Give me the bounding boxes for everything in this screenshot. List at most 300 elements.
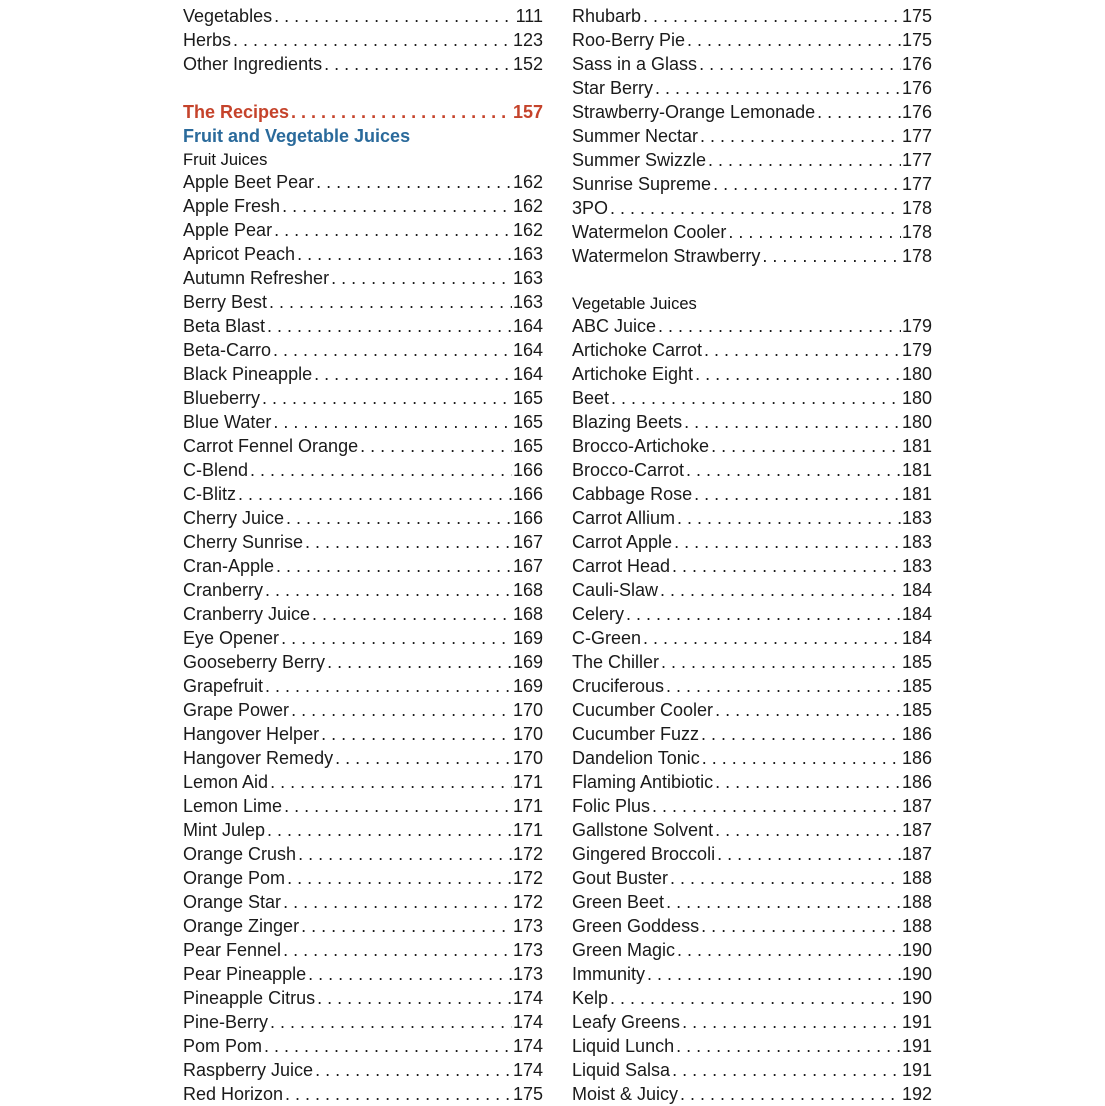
toc-section-the-recipes[interactable] [183,100,543,124]
toc-entry-moist-and-juicy[interactable] [572,1082,932,1106]
entry-title: Cucumber Cooler [572,700,714,720]
page-number: 192 [901,1084,932,1104]
dot-leader [270,770,512,794]
page-number: 170 [512,748,543,768]
dot-leader [658,314,901,338]
toc-entry-vegetables[interactable] [183,4,543,28]
toc-entry-gingered-broccoli[interactable] [572,842,932,866]
entry-title: Beta Blast [183,316,266,336]
toc-entry-pineapple-citrus[interactable] [183,986,543,1010]
toc-entry-lemon-lime[interactable] [183,794,543,818]
dot-leader [670,866,901,890]
toc-entry-gallstone-solvent[interactable] [572,818,932,842]
page-number: 177 [901,126,932,146]
page-number: 176 [901,102,932,122]
page-number: 176 [901,54,932,74]
page-number: 175 [901,6,932,26]
toc-entry-cucumber-cooler[interactable] [572,698,932,722]
entry-title: Pear Fennel [183,940,282,960]
page-number: 111 [515,6,543,26]
toc-entry-orange-crush[interactable] [183,842,543,866]
toc-entry-cherry-juice[interactable] [183,506,543,530]
toc-entry-leafy-greens[interactable] [572,1010,932,1034]
dot-leader [660,578,901,602]
toc-entry-green-magic[interactable] [572,938,932,962]
toc-entry-folic-plus[interactable] [572,794,932,818]
page-number: 180 [901,388,932,408]
dot-leader [269,290,512,314]
toc-entry-cranberry-juice[interactable] [183,602,543,626]
toc-entry-gout-buster[interactable] [572,866,932,890]
toc-entry-apple-pear[interactable] [183,218,543,242]
toc-entry-flaming-antibiotic[interactable] [572,770,932,794]
page-number: 183 [901,556,932,576]
entry-title: Watermelon Cooler [572,222,727,242]
page-number: 162 [512,172,543,192]
toc-entry-black-pineapple[interactable] [183,362,543,386]
entry-title: Cucumber Fuzz [572,724,700,744]
dot-leader [817,100,901,124]
page-number: 174 [512,988,543,1008]
dot-leader [694,482,901,506]
page-number: 152 [512,54,543,74]
page-number: 163 [512,268,543,288]
entry-title: Sass in a Glass [572,54,698,74]
page-number: 184 [901,628,932,648]
page-number: 167 [512,556,543,576]
page-number: 166 [512,508,543,528]
page-number: 174 [512,1036,543,1056]
page-number: 171 [512,820,543,840]
dot-leader [315,1058,512,1082]
toc-entry-beet[interactable] [572,386,932,410]
toc-entry-roo-berry-pie[interactable] [572,28,932,52]
dot-leader [684,410,901,434]
dot-leader [699,52,901,76]
toc-entry-hangover-helper[interactable] [183,722,543,746]
entry-title: The Recipes [183,102,290,122]
page-number: 181 [901,436,932,456]
page-number: 174 [512,1060,543,1080]
page-number: 168 [512,580,543,600]
dot-leader [610,986,901,1010]
dot-leader [672,554,901,578]
dot-leader [286,506,512,530]
toc-entry-artichoke-eight[interactable] [572,362,932,386]
page-number: 174 [512,1012,543,1032]
dot-leader [265,578,512,602]
entry-title: Black Pineapple [183,364,313,384]
dot-leader [715,770,901,794]
entry-title: Mint Julep [183,820,266,840]
toc-entry-brocco-carrot[interactable] [572,458,932,482]
page-number: 183 [901,508,932,528]
dot-leader [270,1010,512,1034]
toc-entry-cranberry[interactable] [183,578,543,602]
entry-title: Beet [572,388,610,408]
page-number: 190 [901,988,932,1008]
dot-leader [717,842,901,866]
dot-leader [661,650,901,674]
page-number: 186 [901,724,932,744]
toc-entry-blazing-beets[interactable] [572,410,932,434]
entry-title: Moist & Juicy [572,1084,679,1104]
dot-leader [626,602,901,626]
entry-title: Folic Plus [572,796,651,816]
entry-title: Liquid Lunch [572,1036,675,1056]
toc-entry-dandelion-tonic[interactable] [572,746,932,770]
toc-entry-orange-star[interactable] [183,890,543,914]
toc-entry-brocco-artichoke[interactable] [572,434,932,458]
toc-entry-mint-julep[interactable] [183,818,543,842]
dot-leader [335,746,512,770]
toc-entry-3po[interactable] [572,196,932,220]
toc-entry-apple-beet-pear[interactable] [183,170,543,194]
toc-entry-lemon-aid[interactable] [183,770,543,794]
toc-entry-sunrise-supreme[interactable] [572,172,932,196]
dot-leader [700,124,901,148]
entry-title: Strawberry-Orange Lemonade [572,102,816,122]
toc-entry-gooseberry-berry[interactable] [183,650,543,674]
page-number: 175 [512,1084,543,1104]
toc-entry-orange-zinger[interactable] [183,914,543,938]
entry-title: Watermelon Strawberry [572,246,761,266]
dot-leader [655,76,901,100]
page-number: 180 [901,412,932,432]
page-number: 176 [901,78,932,98]
dot-leader [704,338,901,362]
page-number: 173 [512,916,543,936]
toc-entry-carrot-head[interactable] [572,554,932,578]
dot-leader [281,626,512,650]
dot-leader [283,890,512,914]
page-number: 165 [512,412,543,432]
entry-title: Immunity [572,964,646,984]
page-number: 173 [512,964,543,984]
toc-entry-green-goddess[interactable] [572,914,932,938]
entry-title: The Chiller [572,652,660,672]
page-number: 187 [901,820,932,840]
entry-title: Blueberry [183,388,261,408]
page-number: 178 [901,222,932,242]
toc-entry-grape-power[interactable] [183,698,543,722]
dot-leader [312,602,512,626]
toc-entry-watermelon-strawberry[interactable] [572,244,932,268]
toc-entry-grapefruit[interactable] [183,674,543,698]
entry-title: Carrot Fennel Orange [183,436,359,456]
entry-title: Artichoke Eight [572,364,694,384]
toc-entry-summer-nectar[interactable] [572,124,932,148]
page-number: 165 [512,388,543,408]
page-number: 181 [901,484,932,504]
toc-entry-cherry-sunrise[interactable] [183,530,543,554]
toc-entry-red-horizon[interactable] [183,1082,543,1106]
dot-leader [273,338,512,362]
dot-leader [715,698,901,722]
toc-entry-blueberry[interactable] [183,386,543,410]
page-number: 168 [512,604,543,624]
toc-entry-blue-water[interactable] [183,410,543,434]
entry-title: Carrot Apple [572,532,673,552]
toc-entry-c-green[interactable] [572,626,932,650]
page-number: 171 [512,796,543,816]
entry-title: Blue Water [183,412,272,432]
dot-leader [672,1058,901,1082]
page-number: 186 [901,772,932,792]
dot-leader [291,698,512,722]
entry-title: Red Horizon [183,1084,284,1104]
page-number: 171 [512,772,543,792]
toc-entry-artichoke-carrot[interactable] [572,338,932,362]
dot-leader [287,866,512,890]
toc-entry-pom-pom[interactable] [183,1034,543,1058]
section-spacer [572,268,932,292]
toc-entry-c-blend[interactable] [183,458,543,482]
toc-entry-c-blitz[interactable] [183,482,543,506]
entry-title: 3PO [572,198,609,218]
dot-leader [682,1010,901,1034]
page-number: 173 [512,940,543,960]
entry-title: C-Blitz [183,484,236,504]
toc-entry-apple-fresh[interactable] [183,194,543,218]
entry-title: Green Goddess [572,916,700,936]
toc-entry-cran-apple[interactable] [183,554,543,578]
page-number: 164 [512,364,543,384]
entry-title: Herbs [183,30,232,50]
entry-title: Other Ingredients [183,54,323,74]
entry-title: Blazing Beets [572,412,683,432]
entry-title: Cabbage Rose [572,484,693,504]
dot-leader [680,1082,901,1106]
dot-leader [676,1034,901,1058]
dot-leader [273,410,512,434]
entry-title: Lemon Aid [183,772,269,792]
page-number: 175 [901,30,932,50]
dot-leader [666,674,901,698]
entry-title: Sunrise Supreme [572,174,712,194]
page-number: 186 [901,748,932,768]
entry-title: Apple Fresh [183,196,281,216]
dot-leader [686,458,901,482]
page-number: 165 [512,436,543,456]
entry-title: Apple Beet Pear [183,172,315,192]
entry-title: C-Green [572,628,642,648]
toc-entry-rhubarb[interactable] [572,4,932,28]
page-number: 184 [901,580,932,600]
dot-leader [274,4,515,28]
dot-leader [643,4,901,28]
page-number: 191 [901,1012,932,1032]
dot-leader [297,242,512,266]
page-number: 187 [901,796,932,816]
entry-title: Carrot Allium [572,508,676,528]
dot-leader [267,818,512,842]
dot-leader [762,244,901,268]
page-number: 181 [901,460,932,480]
dot-leader [283,938,512,962]
toc-entry-immunity[interactable] [572,962,932,986]
entry-title: Summer Swizzle [572,150,707,170]
page-number: 190 [901,940,932,960]
page-number: 187 [901,844,932,864]
dot-leader [666,890,901,914]
entry-title: C-Blend [183,460,249,480]
toc-entry-carrot-apple[interactable] [572,530,932,554]
entry-title: Flaming Antibiotic [572,772,714,792]
page-number: 180 [901,364,932,384]
toc-entry-strawberry-orange-lemonade[interactable] [572,100,932,124]
dot-leader [276,554,512,578]
page-number: 188 [901,892,932,912]
toc-entry-the-chiller[interactable] [572,650,932,674]
entry-title: Summer Nectar [572,126,699,146]
page-number: 123 [512,30,543,50]
toc-entry-star-berry[interactable] [572,76,932,100]
dot-leader [708,148,901,172]
dot-leader [267,314,512,338]
toc-entry-other-ingredients[interactable] [183,52,543,76]
toc-left-column [183,4,543,1106]
toc-entry-cabbage-rose[interactable] [572,482,932,506]
entry-title: Apricot Peach [183,244,296,264]
entry-title: Orange Crush [183,844,297,864]
entry-title: Lemon Lime [183,796,283,816]
entry-title: Cranberry Juice [183,604,311,624]
entry-title: Cherry Juice [183,508,285,528]
page-number: 157 [512,102,543,122]
page-number: 185 [901,652,932,672]
dot-leader [713,172,901,196]
entry-title: Pom Pom [183,1036,263,1056]
dot-leader [695,362,901,386]
dot-leader [291,100,512,124]
entry-title: Brocco-Artichoke [572,436,710,456]
dot-leader [674,530,901,554]
toc-entry-abc-juice[interactable] [572,314,932,338]
page-number: 191 [901,1036,932,1056]
toc-entry-cauli-slaw[interactable] [572,578,932,602]
toc-entry-green-beet[interactable] [572,890,932,914]
page-number: 169 [512,628,543,648]
toc-entry-carrot-allium[interactable] [572,506,932,530]
dot-leader [308,962,512,986]
dot-leader [728,220,901,244]
toc-entry-eye-opener[interactable] [183,626,543,650]
dot-leader [652,794,901,818]
page-number: 188 [901,868,932,888]
toc-entry-cruciferous[interactable] [572,674,932,698]
dot-leader [316,170,512,194]
toc-entry-herbs[interactable] [183,28,543,52]
dot-leader [331,266,512,290]
entry-title: Berry Best [183,292,268,312]
page-number: 162 [512,196,543,216]
toc-entry-autumn-refresher[interactable] [183,266,543,290]
dot-leader [262,386,512,410]
toc-entry-pear-fennel[interactable] [183,938,543,962]
dot-leader [702,746,901,770]
page-number: 172 [512,844,543,864]
toc-right-column [572,4,932,1106]
dot-leader [611,386,901,410]
page-number: 170 [512,724,543,744]
dot-leader [264,1034,512,1058]
toc-entry-summer-swizzle[interactable] [572,148,932,172]
toc-entry-pear-pineapple[interactable] [183,962,543,986]
entry-title: Raspberry Juice [183,1060,314,1080]
entry-title: Cherry Sunrise [183,532,304,552]
page-number: 169 [512,652,543,672]
entry-title: Rhubarb [572,6,642,26]
dot-leader [324,52,512,76]
section-spacer [183,76,543,100]
toc-entry-raspberry-juice[interactable] [183,1058,543,1082]
toc-entry-beta-blast[interactable] [183,314,543,338]
toc-entry-cucumber-fuzz[interactable] [572,722,932,746]
toc-entry-liquid-salsa[interactable] [572,1058,932,1082]
entry-title: Cranberry [183,580,264,600]
entry-title: Grapefruit [183,676,264,696]
toc-entry-celery[interactable] [572,602,932,626]
dot-leader [233,28,512,52]
page-number: 167 [512,532,543,552]
dot-leader [647,962,901,986]
entry-title: Eye Opener [183,628,280,648]
page-number: 164 [512,340,543,360]
toc-entry-watermelon-cooler[interactable] [572,220,932,244]
dot-leader [301,914,512,938]
dot-leader [238,482,512,506]
page-number: 184 [901,604,932,624]
page-number: 177 [901,174,932,194]
toc-entry-apricot-peach[interactable] [183,242,543,266]
entry-title: Kelp [572,988,609,1008]
page-number: 172 [512,892,543,912]
page-number: 188 [901,916,932,936]
dot-leader [687,28,901,52]
page-number: 178 [901,198,932,218]
entry-title: Leafy Greens [572,1012,681,1032]
toc-entry-pine-berry[interactable] [183,1010,543,1034]
entry-title: Orange Star [183,892,282,912]
page-number: 177 [901,150,932,170]
entry-title: Green Beet [572,892,665,912]
page-number: 163 [512,244,543,264]
page-number: 191 [901,1060,932,1080]
toc-entry-sass-in-a-glass[interactable] [572,52,932,76]
dot-leader [314,362,512,386]
page-number: 190 [901,964,932,984]
dot-leader [701,722,901,746]
toc-entry-kelp[interactable] [572,986,932,1010]
toc-entry-hangover-remedy[interactable] [183,746,543,770]
dot-leader [715,818,901,842]
page-number: 166 [512,484,543,504]
dot-leader [305,530,512,554]
dot-leader [677,938,901,962]
entry-title: Orange Zinger [183,916,300,936]
entry-title: ABC Juice [572,316,657,336]
entry-title: Liquid Salsa [572,1060,671,1080]
toc-entry-beta-carro[interactable] [183,338,543,362]
page-number: 164 [512,316,543,336]
page-number: 169 [512,676,543,696]
toc-entry-liquid-lunch[interactable] [572,1034,932,1058]
toc-entry-orange-pom[interactable] [183,866,543,890]
toc-entry-berry-best[interactable] [183,290,543,314]
subsection-heading-vegetable-juices: Vegetable Juices [572,295,697,313]
toc-entry-carrot-fennel-orange[interactable] [183,434,543,458]
